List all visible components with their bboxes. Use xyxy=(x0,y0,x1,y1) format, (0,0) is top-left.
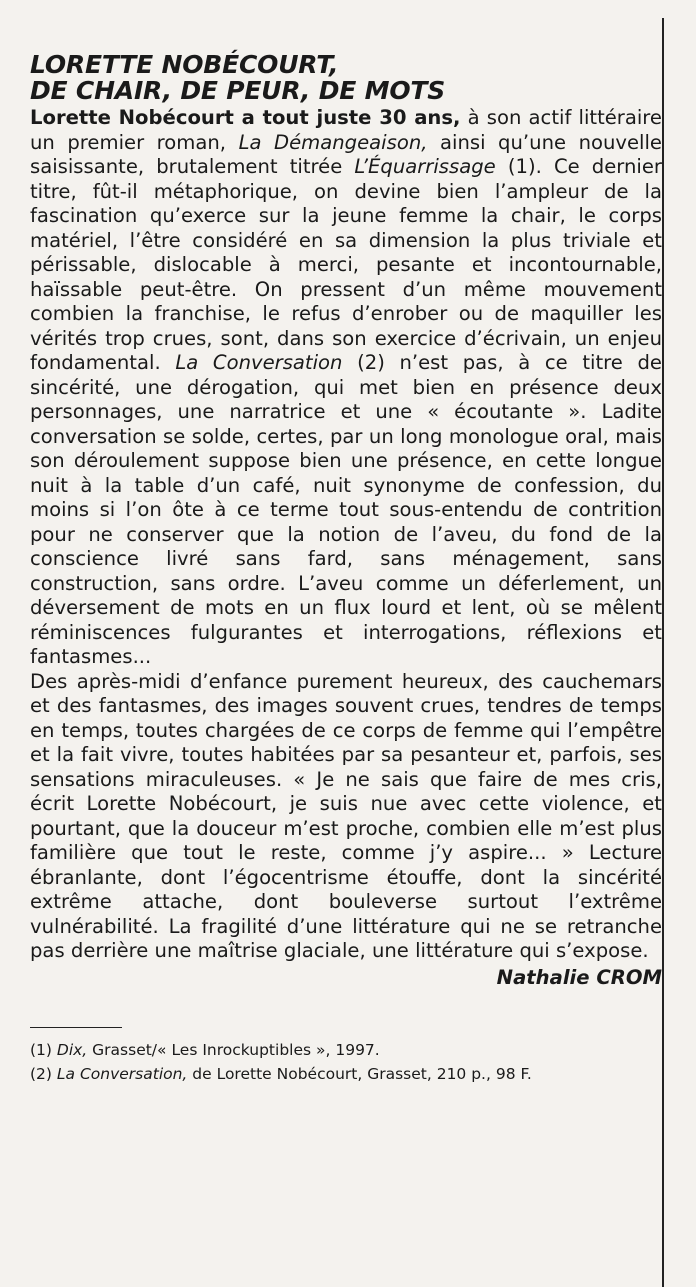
footnote-number: (2) xyxy=(30,1064,57,1083)
footnote-title: La Conversation, xyxy=(56,1064,188,1083)
author-signature: Nathalie CROM xyxy=(496,965,662,989)
text-run: (1). Ce dernier titre, fût-il métaphorique, on devine bien l’ampleur de la fascination qu’exerce sur la jeune femme la chair, le corps matériel, l’être considéré en sa dimension la plus triviale et périssable, dislocable à merci, pesante et incontournable, haïssable peut-être. On pressent d’un même mouvement combien la franchise, le refus d’enrober ou de maquiller les vérités trop crues, sont, dans son exercice d’écrivain, un enjeu fondamental. xyxy=(30,155,662,374)
title-line-1: LORETTE NOBÉCOURT, xyxy=(30,50,339,79)
footnote-number: (1) xyxy=(30,1040,57,1059)
footnote-2 xyxy=(30,1062,662,1086)
book-title: La Conversation xyxy=(175,351,343,374)
article xyxy=(30,52,662,1086)
footnote-text: Grasset/« Les Inrockuptibles », 1997. xyxy=(87,1040,380,1059)
title-line-2: DE CHAIR, DE PEUR, DE MOTS xyxy=(30,76,446,105)
text-run: (2) n’est pas, à ce titre de sincérité, une dérogation, qui met bien en présence deux personnages, une narratrice et une « écoutante ». Ladite conversation se solde, certes, par un long monologue oral, mais son déroulement suppose bien une présence, en cette longue nuit à la table d’un café, nuit synonyme de confession, du moins si l’on ôte à ce terme tout sous-entendu de contrition pour ne conserver que la notion de l’aveu, du fond de la conscience livré sans fard, sans ménagement, sans construction, sans ordre. L’aveu comme un déferlement, un déversement de mots en un flux lourd et lent, où se mêlent réminiscences fulgurantes et interrogations, réflexions et fantasmes... xyxy=(30,351,662,668)
footnote-1 xyxy=(30,1038,662,1062)
footnote-text: de Lorette Nobécourt, Grasset, 210 p., 98 F. xyxy=(187,1064,532,1083)
paragraph-1 xyxy=(30,106,662,670)
article-title xyxy=(30,52,662,104)
paragraph-2: Des après-midi d’enfance purement heureux, des cauchemars et des fantasmes, des images souvent crues, tendres de temps en temps, toutes chargées de ce corps de femme qui l’empêtre et la fait vivre, toutes habitées par sa pesanteur et, parfois, ses sensations miraculeuses. « Je ne sais que faire de mes cris, écrit Lorette Nobécourt, je suis nue avec cette violence, et pourtant, que la douceur m’est proche, combien elle m’est plus familière que tout le reste, comme j’y aspire... » Lecture ébranlante, dont l’égocentrisme étouffe, dont la sincérité extrême attache, dont bouleverse surtout l’extrême vulnérabilité. La fragilité d’une littérature qui ne se retranche pas derrière une maîtrise glaciale, une littérature qui s’expose. xyxy=(30,669,662,962)
text-run: ainsi qu’une nouvelle saisissante, brutalement titrée xyxy=(30,130,662,178)
footnote-title: Dix, xyxy=(56,1040,88,1059)
book-title: L’Équarrissage xyxy=(354,155,496,178)
lead-in: Lorette Nobécourt a tout juste 30 ans, xyxy=(30,106,461,129)
text-run: à son actif littéraire un premier roman, xyxy=(30,106,662,154)
footnotes xyxy=(30,1038,662,1086)
article-body xyxy=(30,106,662,964)
book-title: La Démangeaison, xyxy=(238,130,428,154)
footnote-divider xyxy=(30,1027,122,1028)
column-rule xyxy=(662,18,664,1287)
